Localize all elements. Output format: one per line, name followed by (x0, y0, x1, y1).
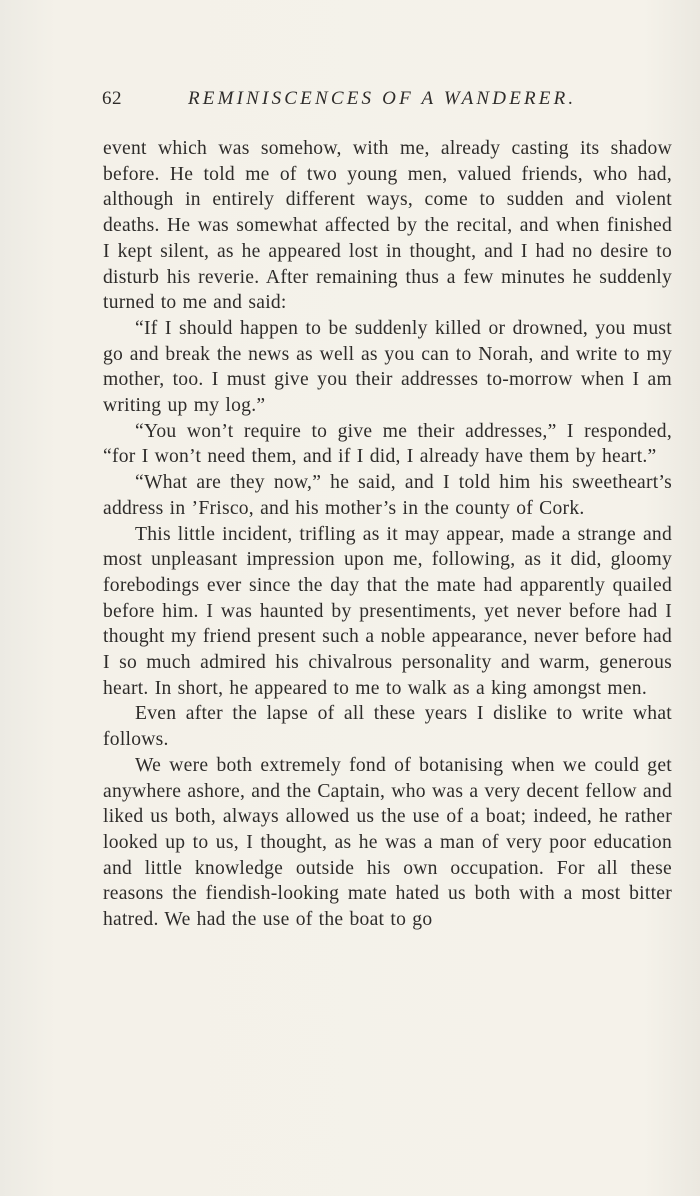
paragraph: Even after the lapse of all these years I dislike to write what follows. (103, 703, 672, 751)
paragraph: “You won’t require to give me their addresses,” I responded, “for I won’t need them, and if I did, I already have them by heart.” (103, 420, 672, 468)
body-text (103, 136, 672, 933)
running-title: REMINISCENCES OF A WANDERER. (188, 88, 577, 109)
paragraph: This little incident, trifling as it may appear, made a strange and most unpleasant impression upon me, following, as it did, gloomy forebodings ever since the day that the mate had apparently quailed before him. I was haunted by presentiments, yet never before had I thought my friend present such a noble appearance, never before had I so much admired his chivalrous personality and warm, generous heart. In short, he appeared to me to walk as a king amongst men. (103, 523, 672, 699)
paragraph: “What are they now,” he said, and I told him his sweetheart’s address in ’Frisco, and his mother’s in the county of Cork. (103, 472, 672, 519)
page-number: 62 (102, 88, 122, 109)
paragraph-continued: event which was somehow, with me, already casting its shadow before. He told me of two young men, valued friends, who had, although in entirely different ways, come to sudden and violent deaths. He was somewhat affected by the recital, and when finished I kept silent, as he appeared lost in thought, and I had no desire to disturb his reverie. After remaining thus a few minutes he suddenly turned to me and said: (103, 138, 672, 314)
page-header (102, 88, 672, 114)
paragraph: We were both extremely fond of botanising when we could get anywhere ashore, and the Captain, who was a very decent fellow and liked us both, always allowed us the use of a boat; indeed, he rather looked up to us, I thought, as he was a man of very poor education and little knowledge outside his own occupation. For all these reasons the fiendish-looking mate hated us both with a most bitter hatred. We had the use of the boat to go (103, 754, 672, 931)
paragraph: “If I should happen to be suddenly killed or drowned, you must go and break the news as well as you can to Norah, and write to my mother, too. I must give you their addresses to-morrow when I am writing up my log.” (103, 317, 672, 417)
